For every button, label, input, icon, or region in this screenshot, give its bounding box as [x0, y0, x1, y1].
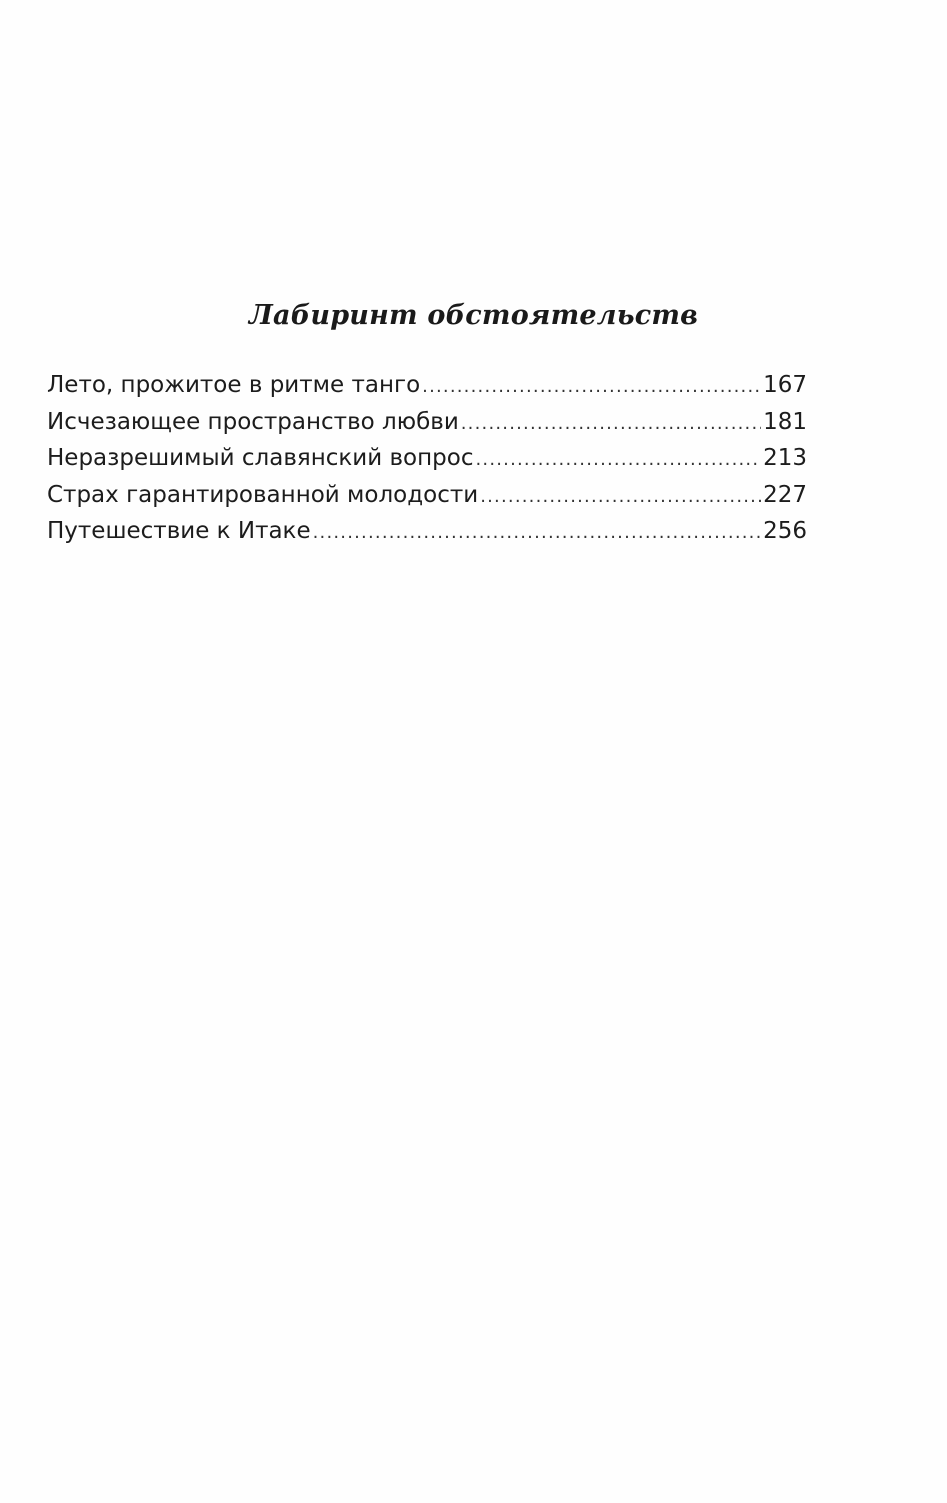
toc-entry-page-number: 213	[763, 445, 807, 471]
toc-entry	[47, 482, 807, 519]
toc-entry-page-number: 227	[763, 481, 807, 508]
dot-leader	[422, 376, 761, 397]
section-title: Лабиринт обстоятельств	[248, 300, 699, 331]
dot-leader	[461, 413, 761, 434]
toc-entry	[47, 372, 807, 409]
toc-entry-page-number: 256	[763, 518, 807, 544]
table-of-contents	[47, 372, 807, 555]
dot-leader	[475, 449, 761, 470]
toc-entry	[47, 518, 807, 555]
toc-entry-title: Исчезающее пространство любви	[47, 408, 459, 435]
dot-leader	[313, 522, 761, 543]
toc-entry	[47, 409, 807, 446]
toc-entry-title: Неразрешимый славянский вопрос	[47, 445, 474, 471]
dot-leader	[480, 486, 761, 507]
toc-entry-title: Лето, прожитое в ритме танго	[47, 372, 421, 398]
toc-entry	[47, 445, 807, 482]
toc-entry-page-number: 167	[763, 372, 807, 398]
toc-entry-title: Путешествие к Итаке	[47, 518, 311, 544]
toc-entry-title: Страх гарантированной молодости	[47, 481, 479, 508]
toc-entry-page-number: 181	[763, 408, 807, 435]
